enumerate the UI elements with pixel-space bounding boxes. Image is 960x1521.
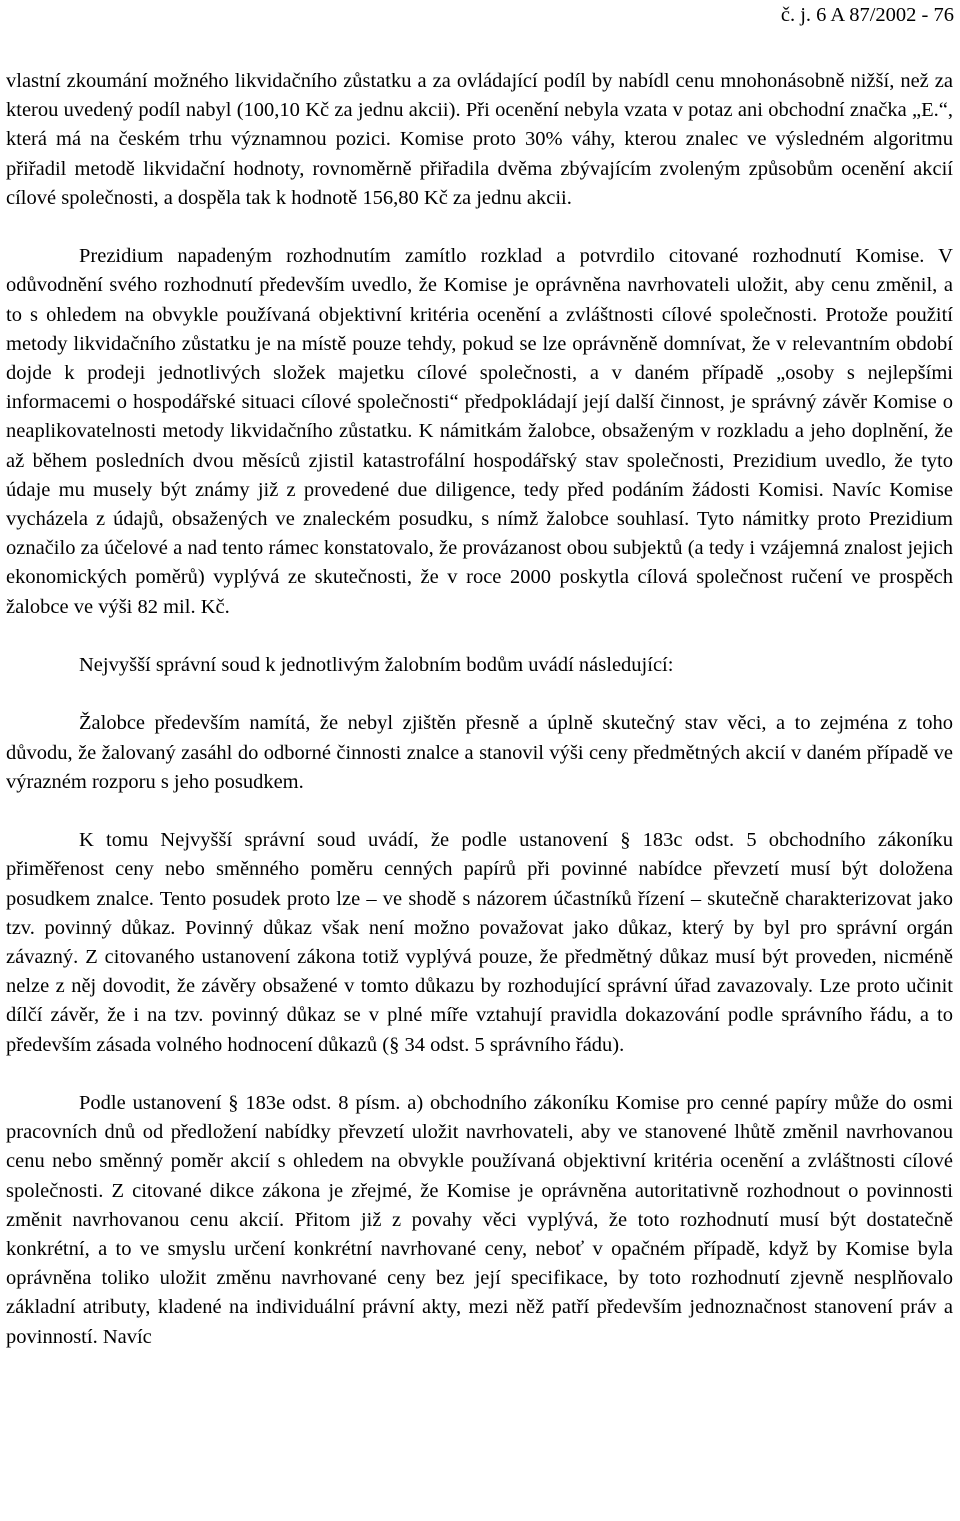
case-reference-header: č. j. 6 A 87/2002 - 76 [780, 4, 954, 26]
paragraph-court-intro: Nejvyšší správní soud k jednotlivým žalobním bodům uvádí následující: [79, 654, 674, 677]
paragraph-expert-opinion: K tomu Nejvyšší správní soud uvádí, že podle ustanovení § 183c odst. 5 obchodního zákoníku přiměřenost ceny nebo směnného poměru cenných papírů při povinné nabídce převzetí musí být doložena posudkem znalce. Tento posudek proto lze – ve shodě s názorem účastníků řízení – skutečně charakterizovat jako tzv. povinný důkaz. Povinný důkaz však není možno považovat jako důkaz, který by byl pro správní orgán závazný. Z citovaného ustanovení zákona totiž vyplývá pouze, že předmětný důkaz musí být proveden, nicméně nelze z něj dovodit, že závěry obsažené v tomto důkazu by rozhodující správní úřad zavazovaly. Lze proto učinit dílčí závěr, že i na tzv. povinný důkaz se v plné míře vztahují pravidla dokazování podle správního řádu, a to především zásada volného hodnocení důkazů (§ 34 odst. 5 správního řádu). [6, 829, 953, 1056]
document-body [6, 67, 953, 1352]
paragraph-presidium-decision: Prezidium napadeným rozhodnutím zamítlo rozklad a potvrdilo citované rozhodnutí Komise. V odůvodnění svého rozhodnutí především uvedlo, že Komise je oprávněna navrhovateli uložit, aby cenu změnil, a to s ohledem na obvykle používaná objektivní kritéria ocenění a zvláštnosti cílové společnosti. Protože použití metody likvidačního zůstatku je na místě pouze tehdy, pokud se lze oprávněně domnívat, že v relevantním období dojde k prodeji jednotlivých složek majetku cílové společnosti, a v daném případě „osoby s nejlepšími informacemi o hospodářské situaci cílové společnosti“ předpokládají její další činnost, je správný závěr Komise o neaplikovatelnosti metody likvidačního zůstatku. K námitkám žalobce, obsaženým v rozkladu a jeho doplnění, že až během posledních dvou měsíců zjistil katastrofální hospodářský stav společnosti, Prezidium uvedlo, že tyto údaje mu musely být známy již z provedené due diligence, tedy před podáním žádosti Komisi. Navíc Komise vycházela z údajů, obsažených ve znaleckém posudku, s nímž žalobce souhlasí. Tyto námitky proto Prezidium označilo za účelové a nad tento rámec konstatovalo, že provázanost obou subjektů (a tedy i vzájemná znalost jejich ekonomických poměrů) vyplývá ze skutečnosti, že v roce 2000 poskytla cílová společnost ručení ve prospěch žalobce ve výši 82 mil. Kč. [6, 245, 953, 618]
paragraph-plaintiff-objection: Žalobce především namítá, že nebyl zjištěn přesně a úplně skutečný stav věci, a to zejména z toho důvodu, že žalovaný zasáhl do odborné činnosti znalce a stanovil výši ceny předmětných akcií v daném případě ve výrazném rozporu s jeho posudkem. [6, 712, 953, 793]
paragraph-commission-authority: Podle ustanovení § 183e odst. 8 písm. a) obchodního zákoníku Komise pro cenné papíry může do osmi pracovních dnů od předložení nabídky převzetí uložit navrhovateli, aby ve stanovené lhůtě změnil navrhovanou cenu nebo směnný poměr akcií s ohledem na obvykle používaná objektivní kritéria ocenění a zvláštnosti cílové společnosti. Z citované dikce zákona je zřejmé, že Komise je oprávněna autoritativně rozhodnout o povinnosti změnit navrhovanou cenu akcií. Přitom již z povahy věci vyplývá, že toto rozhodnutí musí být dostatečně konkrétní, a to ve smyslu určení konkrétní navrhované ceny, neboť v opačném případě, když by Komise byla oprávněna toliko uložit změnu navrhované ceny bez její specifikace, by toto rozhodnutí zjevně nesplňovalo základní atributy, kladené na individuální právní akty, mezi něž patří především jednoznačnost stanovení práv a povinností. Navíc [6, 1092, 953, 1348]
paragraph-commission-valuation: vlastní zkoumání možného likvidačního zůstatku a za ovládající podíl by nabídl cenu mnohonásobně nižší, než za kterou uvedený podíl nabyl (100,10 Kč za jednu akcii). Při ocenění nebyla vzata v potaz ani obchodní značka „E.“, která má na českém trhu významnou pozici. Komise proto 30% váhy, kterou znalec ve výsledném algoritmu přiřadil metodě likvidační hodnoty, rovnoměrně přiřadila dvěma zbývajícím zvoleným způsobům ocenění akcií cílové společnosti, a dospěla tak k hodnotě 156,80 Kč za jednu akcii. [6, 70, 953, 209]
